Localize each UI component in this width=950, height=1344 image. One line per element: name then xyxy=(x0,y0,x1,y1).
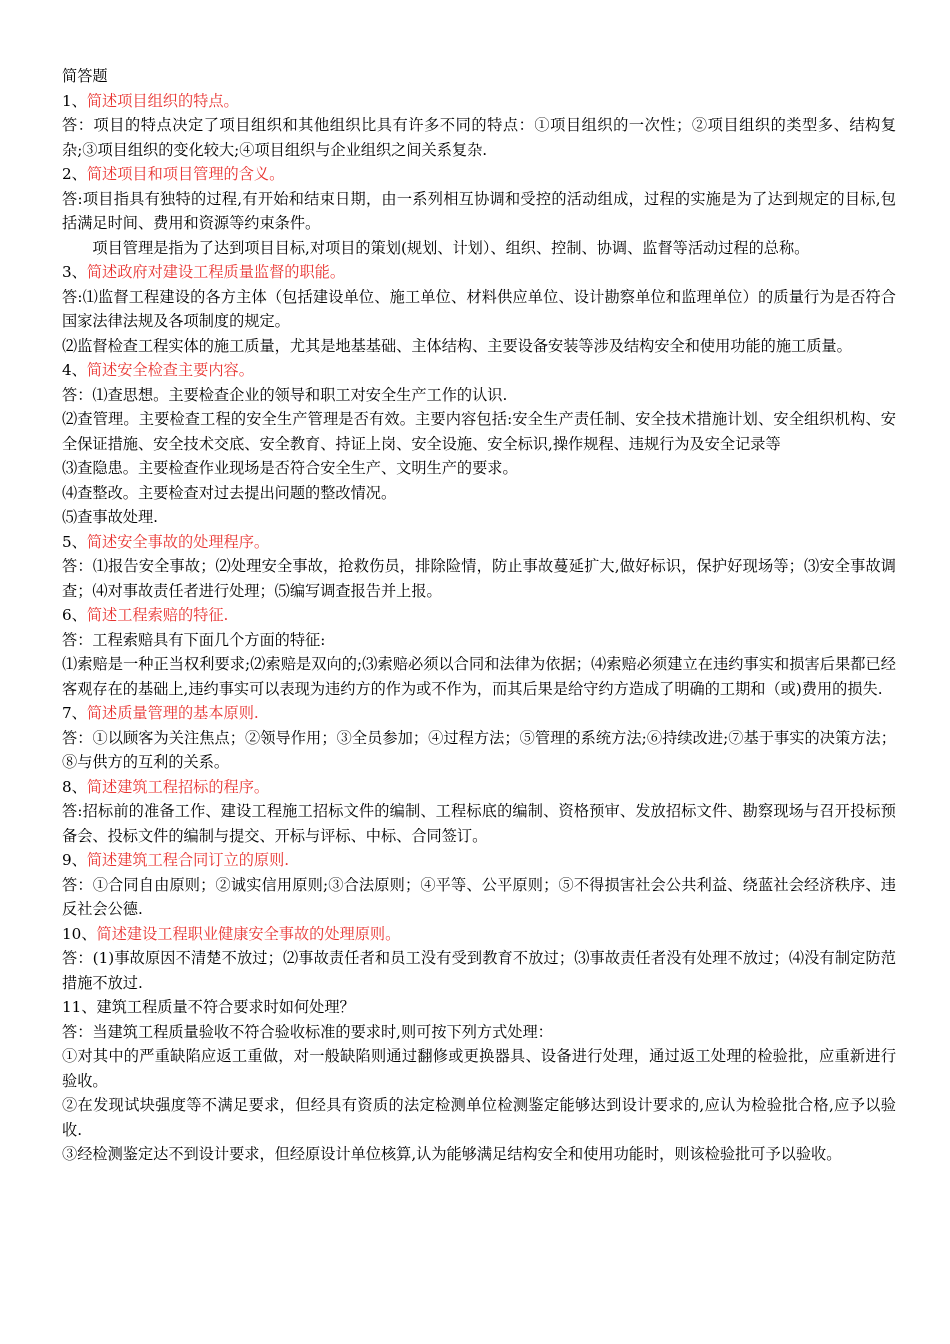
question-text: 简述建筑工程招标的程序 xyxy=(86,777,254,796)
answer-paragraph: 答:项目指具有独特的过程,有开始和结束日期，由一系列相互协调和受控的活动组成，过程的实施是为了达到规定的目标,包括满足时间、费用和资源等约束条件。 xyxy=(62,189,896,232)
question-heading xyxy=(62,260,896,285)
question-text: 简述安全检查主要内容 xyxy=(86,361,239,379)
question-punctuation: 。 xyxy=(253,532,270,551)
question-punctuation: 。 xyxy=(329,263,346,281)
question-punctuation: 。 xyxy=(223,91,239,110)
question-number: 4、 xyxy=(62,361,87,379)
question-text: 简述项目组织的特点 xyxy=(86,91,224,110)
answer-paragraph: 项目管理是指为了达到项目目标,对项目的策划(规划、计划）、组织、控制、协调、监督等活动过程的总称。 xyxy=(92,238,810,257)
answer-paragraph: 答：①合同自由原则；②诚实信用原则;③合法原则；④平等、公平原则；⑤不得损害社会公共利益、绕蓝社会经济秩序、违反社会公德. xyxy=(62,875,896,918)
answer-paragraph: ⑵查管理。主要检查工程的安全生产管理是否有效。主要内容包括:安全生产责任制、安全技术措施计划、安全组织机构、安全保证措施、安全技术交底、安全教育、持证上岗、安全设施、安全标识,操作规程、违规行为及安全记录等 xyxy=(62,410,896,453)
qa-list xyxy=(62,89,896,1167)
question-number: 6、 xyxy=(62,606,87,624)
question-number: 5、 xyxy=(62,532,87,551)
question-heading xyxy=(62,995,896,1020)
answer-paragraph: 答：工程索赔具有下面几个方面的特征: xyxy=(62,630,326,649)
answer-paragraph: 答：⑴报告安全事故；⑵处理安全事故，抢救伤员，排除险情，防止事故蔓延扩大,做好标识，保护好现场等；⑶安全事故调查；⑷对事故责任者进行处理；⑸编写调查报告并上报。 xyxy=(62,557,896,600)
answer-paragraph: ⑴索赔是一种正当权利要求;⑵索赔是双向的;⑶索赔必须以合同和法律为依据；⑷索赔必须建立在违约事实和损害后果都已经客观存在的基础上,违约事实可以表现为违约方的作为或不作为，而其后果是给守约方造成了明确的工期和（或)费用的损失. xyxy=(62,655,896,698)
question-punctuation: 。 xyxy=(238,361,254,379)
question-heading xyxy=(62,530,896,555)
answer-paragraph: 答：①以顾客为关注焦点；②领导作用；③全员参加；④过程方法；⑤管理的系统方法;⑥持续改进;⑦基于事实的决策方法；⑧与供方的互利的关系。 xyxy=(62,728,896,771)
question-number: 10、 xyxy=(62,924,97,943)
answer-paragraph: 答：⑴查思想。主要检查企业的领导和职工对安全生产工作的认识. xyxy=(62,385,508,404)
answer-paragraph: ③经检测鉴定达不到设计要求，但经原设计单位核算,认为能够满足结构安全和使用功能时，则该检验批可予以验收。 xyxy=(62,1145,842,1163)
question-punctuation: . xyxy=(223,606,229,624)
question-heading xyxy=(62,162,896,187)
question-heading xyxy=(62,358,896,383)
document-body xyxy=(62,64,896,1167)
question-text: 建筑工程质量不符合要求时如何处理？ xyxy=(96,998,355,1016)
question-number: 1、 xyxy=(62,91,87,110)
question-number: 9、 xyxy=(62,851,87,869)
question-text: 简述政府对建设工程质量监督的职能 xyxy=(86,263,330,281)
question-number: 3、 xyxy=(62,263,87,281)
question-punctuation: . xyxy=(253,704,259,722)
answer-paragraph: ⑵监督检查工程实体的施工质量，尤其是地基基础、主体结构、主要设备安装等涉及结构安全和使用功能的施工质量。 xyxy=(62,336,852,355)
question-heading xyxy=(62,848,896,873)
answer-paragraph: ⑸查事故处理. xyxy=(62,508,158,526)
question-heading xyxy=(62,603,896,628)
question-number: 11、 xyxy=(62,998,97,1016)
question-punctuation: 。 xyxy=(269,165,285,183)
answer-paragraph: 答:招标前的准备工作、建设工程施工招标文件的编制、工程标底的编制、资格预审、发放招标文件、勘察现场与召开投标预备会、投标文件的编制与提交、开标与评标、中标、合同签订。 xyxy=(62,802,896,845)
answer-paragraph: ⑶查隐患。主要检查作业现场是否符合安全生产、文明生产的要求。 xyxy=(62,459,518,477)
question-heading xyxy=(62,922,896,947)
question-punctuation: . xyxy=(284,851,290,869)
question-punctuation: 。 xyxy=(385,924,401,943)
answer-paragraph: 答：(1)事故原因不清楚不放过；⑵事故责任者和员工没有受到教育不放过；⑶事故责任者没有处理不放过；⑷没有制定防范措施不放过. xyxy=(62,949,896,992)
section-title: 简答题 xyxy=(62,67,108,85)
question-text: 简述建设工程职业健康安全事故的处理原则 xyxy=(96,924,386,943)
question-heading xyxy=(62,775,896,800)
answer-paragraph: 答：当建筑工程质量验收不符合验收标准的要求时,则可按下列方式处理： xyxy=(62,1022,553,1041)
answer-paragraph: 答：项目的特点决定了项目组织和其他组织比具有许多不同的特点：①项目组织的一次性；②项目组织的类型多、结构复杂;③项目组织的变化较大;④项目组织与企业组织之间关系复杂. xyxy=(62,116,896,159)
question-text: 简述安全事故的处理程序 xyxy=(86,532,254,551)
question-text: 简述工程索赔的特征 xyxy=(86,606,224,624)
answer-paragraph: ①对其中的严重缺陷应返工重做，对一般缺陷则通过翻修或更换器具、设备进行处理，通过返工处理的检验批，应重新进行验收。 xyxy=(62,1047,896,1090)
question-punctuation: 。 xyxy=(253,777,270,796)
question-text: 简述质量管理的基本原则 xyxy=(86,704,254,722)
question-text: 简述建筑工程合同订立的原则 xyxy=(86,851,285,869)
answer-paragraph: ②在发现试块强度等不满足要求，但经具有资质的法定检测单位检测鉴定能够达到设计要求的,应认为检验批合格,应予以验收. xyxy=(62,1096,896,1139)
question-heading xyxy=(62,701,896,726)
answer-paragraph: 答:⑴监督工程建设的各方主体（包括建设单位、施工单位、材料供应单位、设计勘察单位和监理单位）的质量行为是否符合国家法律法规及各项制度的规定。 xyxy=(62,287,896,330)
question-number: 2、 xyxy=(62,165,87,183)
answer-paragraph: ⑷查整改。主要检查对过去提出问题的整改情况。 xyxy=(62,483,397,502)
question-heading xyxy=(62,89,896,114)
question-text: 简述项目和项目管理的含义 xyxy=(86,165,270,183)
question-number: 8、 xyxy=(62,777,87,796)
question-number: 7、 xyxy=(62,704,87,722)
